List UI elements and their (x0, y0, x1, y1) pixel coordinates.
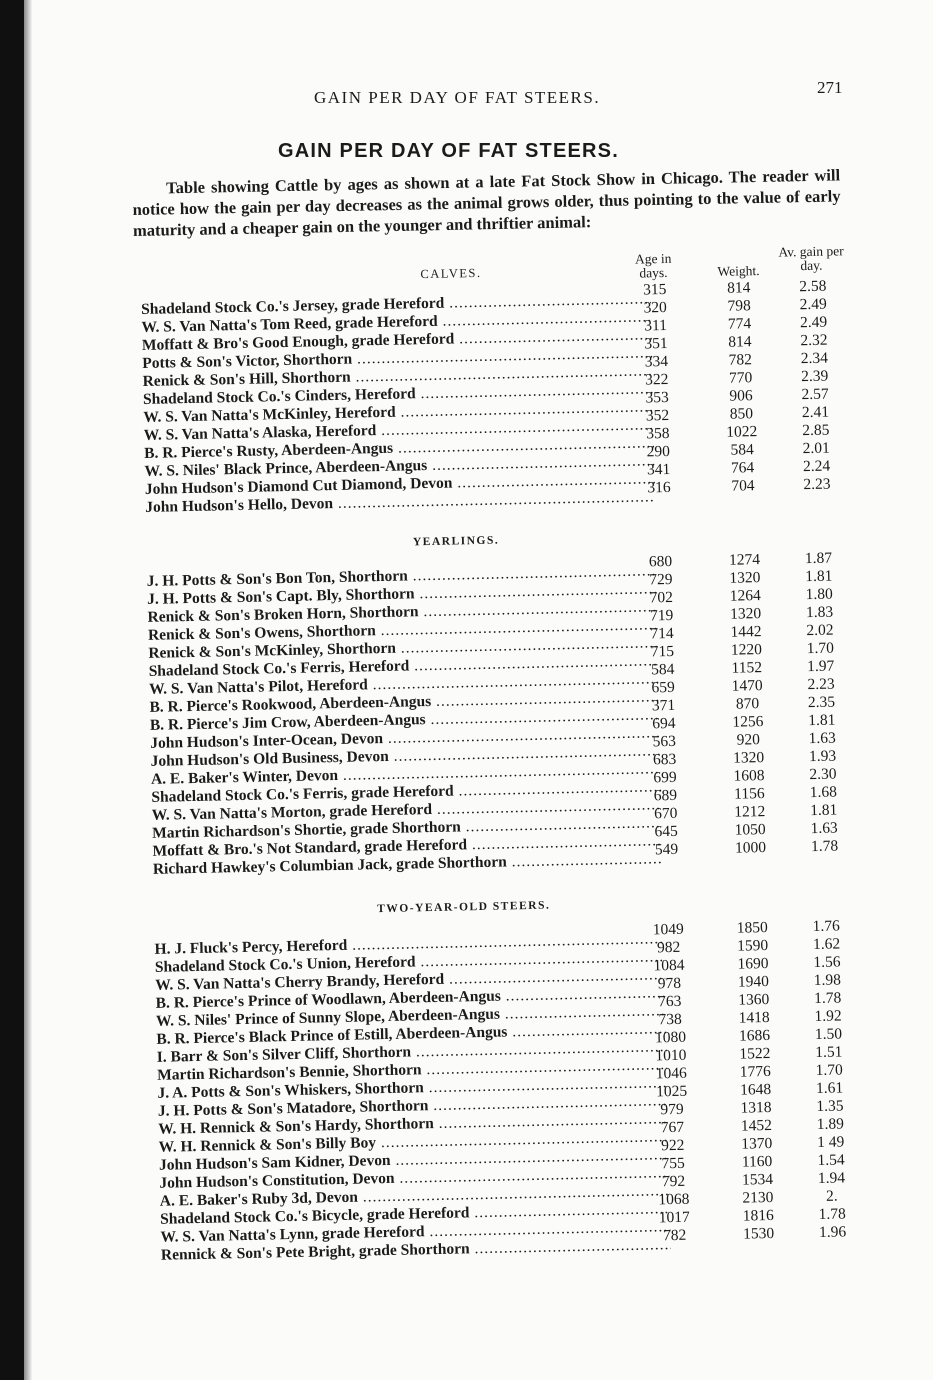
gain-cell: 1.89 (816, 1115, 845, 1134)
weight-cell: 2130 (742, 1188, 774, 1207)
entry-name: John Hudson's Sam Kidner, Devon ..... (159, 1146, 669, 1175)
entry-name: John Hudson's Diamond Cut Diamond, Devon ..... (145, 470, 655, 499)
age-cell: 659 (651, 678, 675, 697)
entry-name: W. S. Van Natta's Cherry Brandy, Hereford ..... (155, 966, 665, 995)
gain-cell: 1.96 (818, 1223, 847, 1241)
age-cell: 334 (644, 352, 669, 371)
gain-cell: 1.61 (815, 1079, 844, 1098)
page-gutter-shadow (24, 0, 32, 1380)
entry-name: B. R. Pierce's Black Prince of Estill, Aberdeen-Angus ..... (156, 1020, 666, 1049)
weight-cell: 782 (728, 351, 753, 369)
gain-cell: 1.68 (809, 783, 838, 802)
intro-text: Table showing Cattle by ages as shown at a late Fat Stock Show in Chicago. The reader will notice how the gain per day decreases as the animal grows older, thus pointing to the value of early maturity and a cheaper gain on the younger and thriftier animal: (132, 165, 841, 240)
age-cell: 315 (643, 280, 667, 299)
gain-cell: 2.23 (807, 675, 835, 694)
yearlings-rows (146, 549, 863, 879)
entry-name: W. S. Van Natta's Alaska, Hereford ..... (144, 416, 654, 445)
gain-cell: 1.50 (814, 1025, 843, 1044)
gain-cell: 2.58 (799, 277, 827, 296)
entry-name: Shadeland Stock Co.'s Ferris, grade Hereford ..... (151, 778, 661, 807)
gain-cell: 2.41 (801, 403, 830, 422)
weight-cell: 1418 (738, 1008, 770, 1027)
page-number: 271 (817, 78, 843, 97)
age-cell: 584 (650, 660, 675, 679)
weight-cell: 1000 (734, 839, 767, 857)
entry-name: John Hudson's Hello, Devon ..... (145, 488, 655, 517)
entry-name: Moffatt & Bro's Good Enough, grade Hereford ..... (142, 326, 652, 355)
age-cell: 645 (654, 822, 678, 841)
age-cell: 979 (660, 1100, 684, 1119)
age-cell: 1080 (654, 1028, 687, 1047)
weight-cell: 1220 (730, 641, 763, 659)
age-cell: 699 (653, 768, 677, 787)
age-cell: 767 (660, 1118, 685, 1137)
entry-name: B. R. Pierce's Jim Crow, Aberdeen-Angus ..... (150, 706, 660, 735)
age-cell: 341 (646, 460, 671, 479)
weight-cell: 1320 (729, 569, 761, 587)
cattle-table (140, 240, 871, 1265)
age-cell: 352 (645, 406, 670, 425)
gain-cell: 2.39 (800, 367, 829, 386)
entry-name: Shadeland Stock Co.'s Ferris, Hereford ..... (149, 652, 659, 681)
weight-cell: 906 (729, 387, 753, 405)
weight-cell: 1022 (726, 423, 758, 441)
entry-name: John Hudson's Old Business, Devon ..... (150, 742, 660, 771)
age-cell: 358 (646, 424, 670, 443)
gain-cell: 1.78 (810, 837, 839, 856)
age-cell: 1010 (655, 1046, 687, 1065)
gain-cell: 2.02 (806, 621, 834, 640)
gain-cell: 2.24 (802, 457, 831, 476)
gain-cell: 1.51 (815, 1043, 843, 1062)
entry-name: A. E. Baker's Winter, Devon ..... (151, 760, 661, 789)
entry-name: Renick & Son's Owens, Shorthorn ..... (148, 616, 658, 645)
age-cell: 670 (654, 804, 678, 823)
age-cell: 320 (643, 298, 668, 317)
gain-cell: 2.85 (802, 421, 830, 440)
age-cell: 1017 (658, 1208, 690, 1227)
weight-cell: 1160 (741, 1152, 773, 1171)
weight-cell: 704 (731, 477, 755, 495)
weight-cell: 1850 (736, 919, 768, 937)
entry-name: Renick & Son's Hill, Shorthorn ..... (142, 362, 652, 391)
entry-name: W. H. Rennick & Son's Billy Boy ..... (159, 1128, 669, 1157)
age-cell: 714 (650, 624, 674, 643)
age-cell: 1049 (652, 920, 684, 939)
weight-cell: 1442 (730, 623, 762, 641)
gain-cell: 1.81 (810, 801, 838, 820)
weight-cell: 798 (727, 297, 751, 315)
gain-cell: 1.81 (808, 711, 836, 730)
gain-cell: 1.62 (812, 935, 841, 954)
entry-name: J. H. Potts & Son's Capt. Bly, Shorthorn ..... (147, 580, 657, 609)
running-head: GAIN PER DAY OF FAT STEERS. (314, 88, 601, 107)
gain-cell: 1.94 (817, 1169, 846, 1188)
age-cell: 1068 (658, 1190, 690, 1209)
age-cell: 1084 (653, 956, 685, 975)
gain-cell: 1.63 (808, 729, 837, 748)
entry-name: W. S. Van Natta's Lynn, grade Hereford ..... (160, 1218, 670, 1247)
age-cell: 694 (652, 714, 676, 733)
entry-name: W. S. Van Natta's Morton, grade Hereford ..... (152, 796, 662, 825)
entry-name: I. Barr & Son's Silver Cliff, Shorthorn ..... (157, 1038, 667, 1067)
age-cell: 680 (648, 552, 673, 571)
book-spine (0, 0, 24, 1380)
gain-cell: 1 49 (816, 1133, 845, 1152)
entry-name: Shadeland Stock Co.'s Cinders, Hereford ..... (143, 380, 653, 409)
age-cell: 311 (644, 316, 668, 335)
entry-name: Richard Hawkey's Columbian Jack, grade Shorthorn ..... (153, 850, 663, 879)
gain-cell: 1.70 (806, 639, 835, 658)
weight-cell: 814 (727, 279, 751, 297)
weight-cell: 850 (729, 405, 754, 423)
entry-name: A. E. Baker's Ruby 3d, Devon ..... (160, 1182, 670, 1211)
age-cell: 549 (654, 840, 679, 859)
age-cell: 702 (649, 588, 674, 607)
age-cell: 371 (651, 696, 676, 715)
entry-name: Shadeland Stock Co.'s Bicycle, grade Hereford ..... (160, 1200, 670, 1229)
weight-cell: 1530 (742, 1224, 775, 1243)
age-cell: 1046 (655, 1064, 687, 1083)
gain-cell: 1.78 (818, 1205, 846, 1223)
gain-cell: 2.23 (803, 475, 831, 494)
gain-cell: 1.78 (813, 989, 842, 1008)
gain-cell: 1.63 (810, 819, 838, 838)
entry-name: W. S. Niles' Prince of Sunny Slope, Aberdeen-Angus ..... (156, 1002, 666, 1031)
two-year-section-title: TWO-YEAR-OLD STEERS. (377, 899, 551, 916)
entry-name: John Hudson's Inter-Ocean, Devon ..... (150, 724, 660, 753)
entry-name: Martin Richardson's Shortie, grade Shorthorn ..... (152, 814, 662, 843)
calves-section-title: CALVES. (420, 265, 482, 282)
gain-cell: 2.57 (801, 385, 829, 404)
gain-cell: 1.83 (805, 603, 834, 622)
weight-cell: 774 (727, 315, 752, 333)
age-cell: 755 (661, 1154, 685, 1173)
entry-name: Shadeland Stock Co.'s Jersey, grade Hereford ..... (141, 290, 651, 319)
gain-cell: 1.93 (808, 747, 837, 766)
age-cell: 290 (646, 442, 671, 461)
gain-cell: 1.70 (815, 1061, 843, 1080)
entry-name: Renick & Son's McKinley, Shorthorn ..... (148, 634, 658, 663)
entry-name: Shadeland Stock Co.'s Union, Hereford ..... (155, 948, 665, 977)
weight-cell: 1648 (739, 1080, 772, 1099)
entry-name: W. S. Van Natta's Tom Reed, grade Hereford ..... (141, 308, 651, 337)
entry-name: J. A. Potts & Son's Whiskers, Shorthorn ..... (157, 1074, 667, 1103)
book-page (32, 0, 933, 1380)
weight-cell: 1320 (732, 749, 765, 767)
age-cell: 763 (657, 992, 682, 1011)
entry-name: J. H. Potts & Son's Matadore, Shorthorn ..... (158, 1092, 668, 1121)
entry-name: Rennick & Son's Pete Bright, grade Shorthorn ..... (161, 1236, 671, 1265)
weight-cell: 1156 (734, 785, 765, 803)
weight-cell: 1050 (734, 821, 766, 839)
age-column-header: Age in days. (634, 250, 672, 281)
entry-name: B. R. Pierce's Rusty, Aberdeen-Angus ..... (144, 434, 654, 463)
entry-name: W. S. Van Natta's McKinley, Hereford ..... (143, 398, 653, 427)
weight-cell: 1590 (736, 936, 769, 955)
weight-cell: 1256 (732, 713, 764, 731)
gain-cell: 1.87 (804, 549, 833, 568)
page-title: GAIN PER DAY OF FAT STEERS. (278, 140, 619, 162)
age-cell: 792 (661, 1172, 686, 1191)
weight-cell: 1264 (729, 587, 761, 605)
entry-name: J. H. Potts & Son's Bon Ton, Shorthorn ..... (147, 562, 657, 591)
age-cell: 719 (649, 606, 674, 625)
gain-cell: 1.76 (812, 917, 840, 936)
weight-cell: 814 (728, 333, 752, 351)
age-cell: 922 (660, 1136, 685, 1155)
entry-name: B. R. Pierce's Rookwood, Aberdeen-Angus ..... (149, 688, 659, 717)
weight-cell: 1776 (739, 1062, 771, 1081)
entry-name: W. H. Rennick & Son's Hardy, Shorthorn ..... (158, 1110, 668, 1139)
entry-name: B. R. Pierce's Prince of Woodlawn, Aberdeen-Angus ..... (155, 984, 665, 1013)
intro-paragraph (132, 164, 841, 241)
entry-name: Potts & Son's Victor, Shorthorn ..... (142, 344, 652, 373)
age-cell: 715 (650, 642, 675, 661)
gain-cell: 2.34 (800, 349, 829, 368)
age-cell: 738 (658, 1010, 682, 1029)
weight-cell: 1686 (738, 1026, 771, 1045)
two-year-rows (154, 917, 871, 1265)
weight-cell: 770 (728, 369, 753, 387)
age-cell: 689 (653, 786, 678, 805)
weight-cell: 1274 (728, 551, 761, 569)
gain-cell: 1.80 (805, 585, 833, 604)
entry-name: Martin Richardson's Bennie, Shorthorn ..... (157, 1056, 667, 1085)
calves-rows (140, 277, 855, 517)
weight-cell: 764 (730, 459, 755, 477)
age-cell: 316 (647, 478, 671, 497)
age-cell: 729 (649, 570, 673, 589)
age-cell: 782 (662, 1226, 687, 1245)
weight-column-header: Weight. (717, 263, 760, 279)
weight-cell: 1690 (737, 954, 769, 973)
gain-cell: 2.49 (799, 313, 828, 332)
weight-cell: 1212 (734, 803, 766, 821)
weight-cell: 1360 (738, 990, 770, 1009)
weight-cell: 584 (730, 441, 755, 459)
entry-name: John Hudson's Constitution, Devon ..... (159, 1164, 669, 1193)
gain-cell: 2.30 (809, 765, 837, 784)
gain-cell: 2.49 (799, 295, 827, 314)
gain-cell: 1.92 (814, 1007, 842, 1026)
weight-cell: 1608 (733, 767, 765, 785)
gain-cell: 2.35 (807, 693, 836, 712)
weight-cell: 1534 (741, 1170, 774, 1189)
age-cell: 322 (644, 370, 669, 389)
gain-column-header: Av. gain per day. (778, 243, 844, 274)
weight-cell: 1470 (731, 677, 763, 695)
age-cell: 683 (652, 750, 677, 769)
weight-cell: 870 (735, 695, 760, 713)
age-cell: 563 (652, 732, 677, 751)
age-cell: 351 (644, 334, 668, 353)
entry-name: W. S. Niles' Black Prince, Aberdeen-Angus ..... (144, 452, 654, 481)
weight-cell: 1152 (731, 659, 763, 677)
weight-cell: 1452 (740, 1116, 773, 1135)
gain-cell: 1.54 (817, 1151, 845, 1170)
weight-cell: 1320 (729, 605, 762, 623)
gain-cell: 2. (825, 1187, 838, 1205)
weight-cell: 920 (736, 731, 761, 749)
weight-cell: 1370 (741, 1134, 773, 1153)
age-cell: 1025 (655, 1082, 688, 1101)
age-cell: 353 (645, 388, 669, 407)
weight-cell: 1522 (739, 1044, 771, 1063)
entry-name: Moffatt & Bro.'s Not Standard, grade Hereford ..... (152, 832, 662, 861)
gain-cell: 2.01 (802, 439, 830, 458)
gain-cell: 1.35 (816, 1097, 844, 1116)
gain-cell: 1.98 (813, 971, 842, 990)
weight-cell: 1318 (740, 1098, 772, 1117)
entry-name: W. S. Van Natta's Pilot, Hereford ..... (149, 670, 659, 699)
entry-name: H. J. Fluck's Percy, Hereford ..... (154, 930, 664, 959)
entry-name: Renick & Son's Broken Horn, Shorthorn ..... (147, 598, 657, 627)
yearlings-section-title: YEARLINGS. (412, 534, 500, 549)
gain-cell: 2.32 (800, 331, 828, 350)
age-cell: 982 (656, 938, 681, 957)
gain-cell: 1.97 (807, 657, 835, 676)
gain-cell: 1.81 (805, 567, 833, 586)
weight-cell: 1940 (737, 972, 770, 991)
age-cell: 978 (657, 974, 682, 993)
weight-cell: 1816 (742, 1206, 774, 1225)
gain-cell: 1.56 (813, 953, 841, 972)
